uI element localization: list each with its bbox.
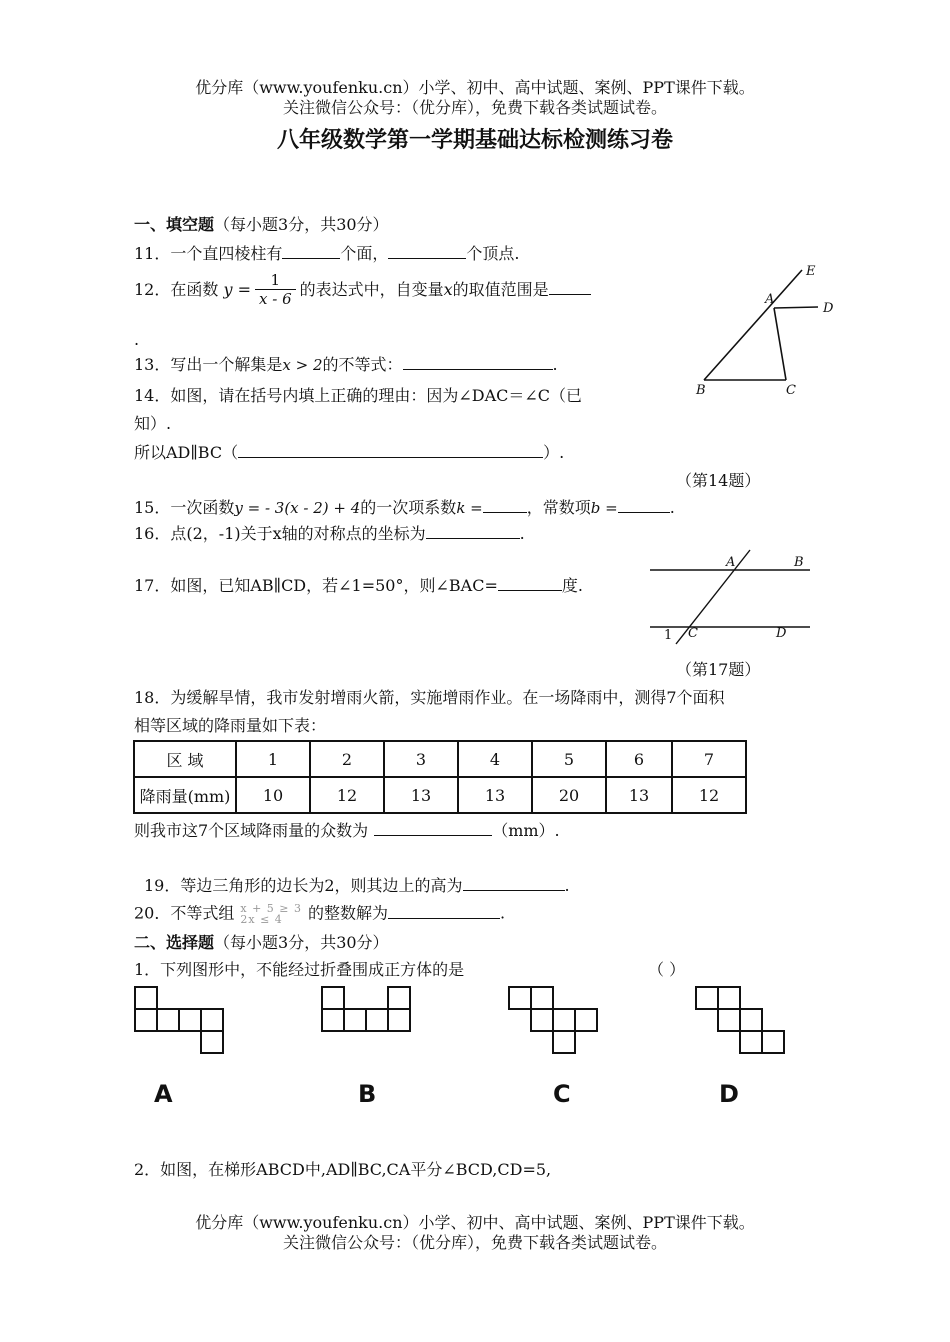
q20-blank — [388, 904, 500, 919]
mc2-question: 2．如图，在梯形ABCD中,AD∥BC,CA平分∠BCD,CD=5, — [134, 1160, 552, 1179]
header-line-2: 关注微信公众号：（优分库），免费下载各类试题试卷。 — [282, 98, 667, 117]
table-cell: 7 — [672, 741, 746, 777]
question-11 — [134, 244, 519, 263]
table-cell: 13 — [384, 777, 458, 813]
q14-label-c: C — [786, 383, 796, 398]
table-cell: 12 — [672, 777, 746, 813]
q19-text-a: 19．等边三角形的边长为2，则其边上的高为 — [144, 876, 463, 895]
q19-blank — [463, 876, 565, 891]
section2-header — [134, 933, 389, 952]
option-d-label[interactable]: D — [719, 1080, 739, 1108]
table-cell: 2 — [310, 741, 384, 777]
table-cell: 4 — [458, 741, 532, 777]
q14-blank — [238, 443, 543, 458]
table-cell: 12 — [310, 777, 384, 813]
option-b-label[interactable]: B — [358, 1080, 377, 1108]
q20-end: . — [500, 903, 506, 923]
q20-text-a: 20．不等式组 — [134, 903, 235, 923]
option-a-net — [134, 986, 226, 1058]
q11-text-a: 11．一个直四棱柱有 — [134, 244, 283, 263]
option-a-label[interactable]: A — [154, 1080, 173, 1108]
q14-line-2: 知）. — [134, 414, 172, 433]
q17-text-a: 17．如图，已知AB∥CD，若∠1=50°，则∠BAC= — [134, 576, 498, 595]
q12-numerator: 1 — [255, 272, 296, 290]
q15-expr: y = - 3(x - 2) + 4 — [234, 499, 361, 517]
q14-line-be — [704, 270, 802, 380]
q17-blank — [498, 576, 562, 591]
mc1-question: 1．下列图形中，不能经过折叠围成正方体的是 — [134, 960, 465, 979]
section1-heading: 一、填空题 — [134, 215, 215, 234]
question-17 — [134, 576, 583, 595]
q16-end: . — [519, 524, 525, 543]
section1-header — [134, 215, 389, 234]
q17-label-d: D — [776, 626, 787, 641]
q20-text-b: 的整数解为 — [308, 903, 389, 923]
q18-blank — [374, 821, 492, 836]
q12-text-a: 12．在函数 — [134, 280, 219, 299]
question-20 — [134, 903, 505, 925]
q18-line-1: 18．为缓解旱情，我市发射增雨火箭，实施增雨作业。在一场降雨中，测得7个面积 — [134, 688, 725, 707]
q20-system-line-2: 2x ≤ 4 — [240, 913, 283, 926]
q20-system-line-1: x + 5 ≥ 3 — [240, 902, 302, 915]
q15-blank-2 — [618, 498, 670, 513]
mc1-answer-paren: （ ） — [648, 960, 686, 979]
q13-text-b: 的不等式： — [322, 355, 403, 374]
table-cell: 1 — [236, 741, 310, 777]
question-13 — [134, 355, 558, 374]
q16-text-a: 16．点(2，-1)关于x轴的对称点的坐标为 — [134, 524, 426, 543]
q17-text-b: 度. — [561, 576, 583, 595]
q13-blank — [403, 355, 553, 370]
q18-after-b: （mm）. — [492, 821, 560, 840]
q14-label-b: B — [696, 383, 706, 398]
q14-line-3 — [134, 443, 564, 462]
q11-text-c: 个顶点. — [466, 244, 520, 263]
q15-text-a: 15．一次函数 — [134, 498, 235, 517]
option-d-net — [695, 986, 787, 1058]
q14-line-ad — [774, 307, 818, 308]
table-cell: 10 — [236, 777, 310, 813]
q18-after — [134, 821, 560, 840]
header-line-1: 优分库（www.youfenku.cn）小学、初中、高中试题、案例、PPT课件下载。 — [195, 78, 755, 97]
section2-heading: 二、选择题 — [134, 933, 215, 952]
q14-line-1: 14．如图，请在括号内填上正确的理由：因为∠DAC＝∠C（已 — [134, 386, 583, 405]
table-row — [134, 741, 746, 777]
q14-label-d: D — [823, 301, 834, 316]
footer-line-1: 优分库（www.youfenku.cn）小学、初中、高中试题、案例、PPT课件下载。 — [195, 1213, 755, 1232]
table-cell: 3 — [384, 741, 458, 777]
question-12 — [134, 272, 591, 309]
table-cell: 5 — [532, 741, 606, 777]
q15-text-b: 的一次项系数 — [360, 498, 457, 517]
table-row — [134, 777, 746, 813]
q14-label-a: A — [765, 292, 775, 307]
q14-line-ac — [774, 308, 786, 380]
q17-figure — [650, 548, 815, 648]
q18-after-a: 则我市这7个区域降雨量的众数为 — [134, 821, 369, 840]
table-cell: 13 — [458, 777, 532, 813]
q14-line3-b: ）. — [543, 443, 565, 462]
q16-blank — [426, 524, 520, 539]
q19-end: . — [564, 876, 570, 895]
q13-text-a: 13．写出一个解集是 — [134, 355, 283, 374]
option-c-net — [508, 986, 600, 1058]
q13-expr: x > 2 — [282, 356, 323, 374]
section2-note: （每小题3分，共30分） — [214, 933, 389, 952]
q12-denominator: x - 6 — [259, 289, 292, 308]
table-header-rainfall: 降雨量(mm) — [134, 777, 236, 813]
section1-note: （每小题3分，共30分） — [214, 215, 389, 234]
q15-blank-1 — [483, 498, 527, 513]
q18-line-2: 相等区域的降雨量如下表： — [134, 716, 327, 735]
q15-text-c: ，常数项 — [526, 498, 591, 517]
q12-cont: . — [134, 330, 140, 349]
q15-k: k = — [456, 499, 483, 517]
q12-func-lhs: y = — [223, 280, 251, 299]
q14-caption: （第14题） — [676, 471, 761, 490]
question-15 — [134, 498, 675, 517]
table-cell: 6 — [606, 741, 672, 777]
table-cell: 20 — [532, 777, 606, 813]
q14-figure — [690, 262, 850, 402]
q14-label-e: E — [806, 264, 816, 279]
q17-label-b: B — [794, 555, 804, 570]
q15-end: . — [669, 498, 675, 517]
q17-label-a: A — [726, 555, 736, 570]
footer-line-2: 关注微信公众号：（优分库），免费下载各类试题试卷。 — [282, 1233, 667, 1252]
option-b-net — [321, 986, 413, 1036]
q17-caption: （第17题） — [676, 660, 761, 679]
q12-fraction — [255, 272, 296, 309]
q17-label-c: C — [688, 626, 698, 641]
q17-label-1: 1 — [664, 628, 673, 643]
table-header-region: 区 域 — [134, 741, 236, 777]
q11-blank-2 — [388, 244, 466, 259]
q11-text-b: 个面， — [340, 244, 389, 263]
q12-text-b: 的表达式中，自变量 — [299, 280, 444, 299]
question-19 — [144, 876, 570, 895]
q20-system — [240, 903, 302, 925]
q15-b: b = — [590, 499, 618, 517]
rainfall-table — [133, 740, 747, 814]
page-title: 八年级数学第一学期基础达标检测练习卷 — [276, 128, 673, 153]
q12-text-c: 的取值范围是 — [452, 280, 549, 299]
table-cell: 13 — [606, 777, 672, 813]
q12-var: x — [443, 280, 453, 299]
option-c-label[interactable]: C — [553, 1080, 571, 1108]
q14-line3-a: 所以AD∥BC（ — [134, 443, 239, 462]
q13-end: . — [552, 355, 558, 374]
q11-blank-1 — [282, 244, 340, 259]
q12-blank — [549, 280, 591, 295]
question-16 — [134, 524, 525, 543]
